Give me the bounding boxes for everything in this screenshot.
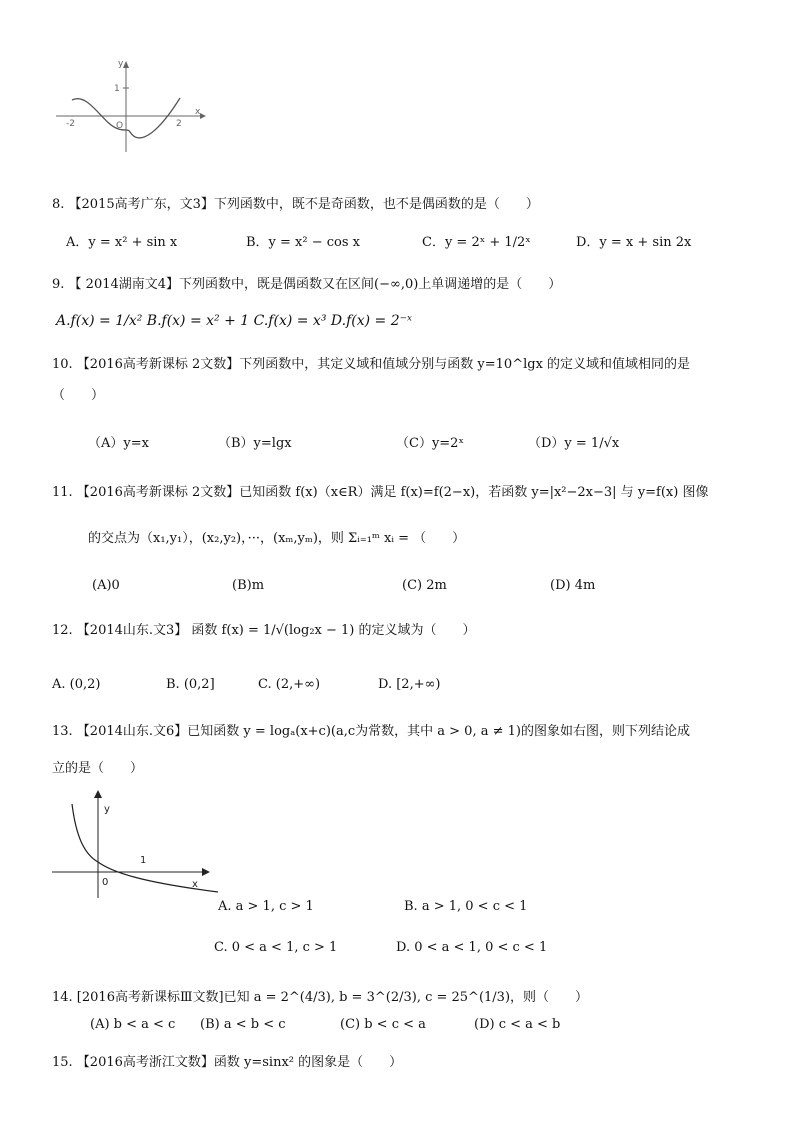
q11-option-c: (C) 2m	[402, 578, 447, 593]
tick-one: 1	[114, 84, 120, 94]
q13-option-b: B. a > 1, 0 < c < 1	[404, 899, 528, 914]
q10-option-c: （C）y=2ˣ	[396, 436, 464, 451]
q10-option-d: （D）y = 1/√x	[528, 436, 620, 451]
tick-one: 1	[140, 855, 147, 866]
y-label: y	[104, 804, 110, 815]
q11-line1: 11. 【2016高考新课标 2文数】已知函数 f(x)（x∈R）满足 f(x)=f(2−x)，若函数 y=|x²−2x−3| 与 y=f(x) 图像	[52, 485, 709, 500]
q8-option-a: A．y = x² + sin x	[66, 235, 178, 250]
q12-option-b: B. (0,2]	[166, 677, 215, 692]
q10-option-a: （A）y=x	[88, 436, 149, 451]
tick-neg-two: -2	[66, 119, 75, 129]
q11-option-a: (A)0	[92, 578, 120, 593]
q13-log-graph	[50, 786, 220, 906]
q13-option-a: A. a > 1, c > 1	[218, 899, 314, 914]
x-axis-arrow	[200, 113, 206, 119]
q12-option-a: A. (0,2)	[52, 677, 101, 692]
q12-option-d: D. [2,+∞)	[378, 677, 441, 692]
q8-stem: 8. 【2015高考广东，文3】下列函数中，既不是奇函数，也不是偶函数的是（ ）	[52, 197, 539, 212]
q8-option-b: B．y = x² − cos x	[246, 235, 360, 250]
x-label: x	[192, 879, 198, 890]
q14-option-d: (D) c < a < b	[474, 1017, 561, 1032]
y-axis-arrow	[94, 790, 102, 798]
x-label: x	[195, 107, 201, 117]
q13-option-c: C. 0 < a < 1, c > 1	[214, 940, 338, 955]
q14-option-b: (B) a < b < c	[200, 1017, 286, 1032]
q10-option-b: （B）y=lgx	[218, 436, 292, 451]
origin-label: O	[116, 121, 124, 131]
tick-two: 2	[176, 119, 182, 129]
y-axis-arrow	[123, 61, 129, 68]
q10-stem: 10. 【2016高考新课标 2文数】下列函数中，其定义域和值域分别与函数 y=10^lgx 的定义域和值域相同的是	[52, 357, 691, 372]
origin-label: 0	[102, 877, 109, 888]
x-axis-arrow	[202, 868, 210, 876]
q14-option-a: (A) b < a < c	[90, 1017, 176, 1032]
q15-stem: 15. 【2016高考浙江文数】函数 y=sinx² 的图象是（ ）	[52, 1055, 403, 1070]
q11-line2: 的交点为（x₁,y₁），(x₂,y₂)，···，(xₘ,yₘ)，则 Σᵢ₌₁ᵐ xᵢ = （ ）	[88, 531, 466, 546]
y-label: y	[118, 59, 124, 69]
q9-stem: 9. 【 2014湖南文4】下列函数中，既是偶函数又在区间(−∞,0)上单调递增的是（ ）	[52, 277, 562, 292]
q8-option-d: D．y = x + sin 2x	[576, 235, 692, 250]
q14-stem: 14. [2016高考新课标Ⅲ文数]已知 a = 2^(4/3), b = 3^(2/3), c = 25^(1/3)，则（ ）	[52, 990, 589, 1005]
q13-option-d: D. 0 < a < 1, 0 < c < 1	[396, 940, 548, 955]
q11-option-b: (B)m	[232, 578, 265, 593]
q8-option-c: C．y = 2ˣ + 1/2ˣ	[422, 235, 531, 250]
q14-option-c: (C) b < c < a	[340, 1017, 426, 1032]
q13-line1: 13. 【2014山东.文6】已知函数 y = logₐ(x+c)(a,c为常数，其中 a > 0, a ≠ 1)的图象如右图，则下列结论成	[52, 724, 690, 739]
top-curve-figure	[52, 58, 212, 158]
q12-option-c: C. (2,+∞)	[258, 677, 321, 692]
q13-line2: 立的是（ ）	[52, 761, 144, 776]
q10-paren: （ ）	[52, 388, 105, 403]
q11-option-d: (D) 4m	[550, 578, 596, 593]
q9-options: A.f(x) = 1/x² B.f(x) = x² + 1 C.f(x) = x³ D.f(x) = 2⁻ˣ	[56, 313, 412, 329]
q12-stem: 12. 【2014山东.文3】 函数 f(x) = 1/√(log₂x − 1) 的定义域为（ ）	[52, 623, 476, 638]
